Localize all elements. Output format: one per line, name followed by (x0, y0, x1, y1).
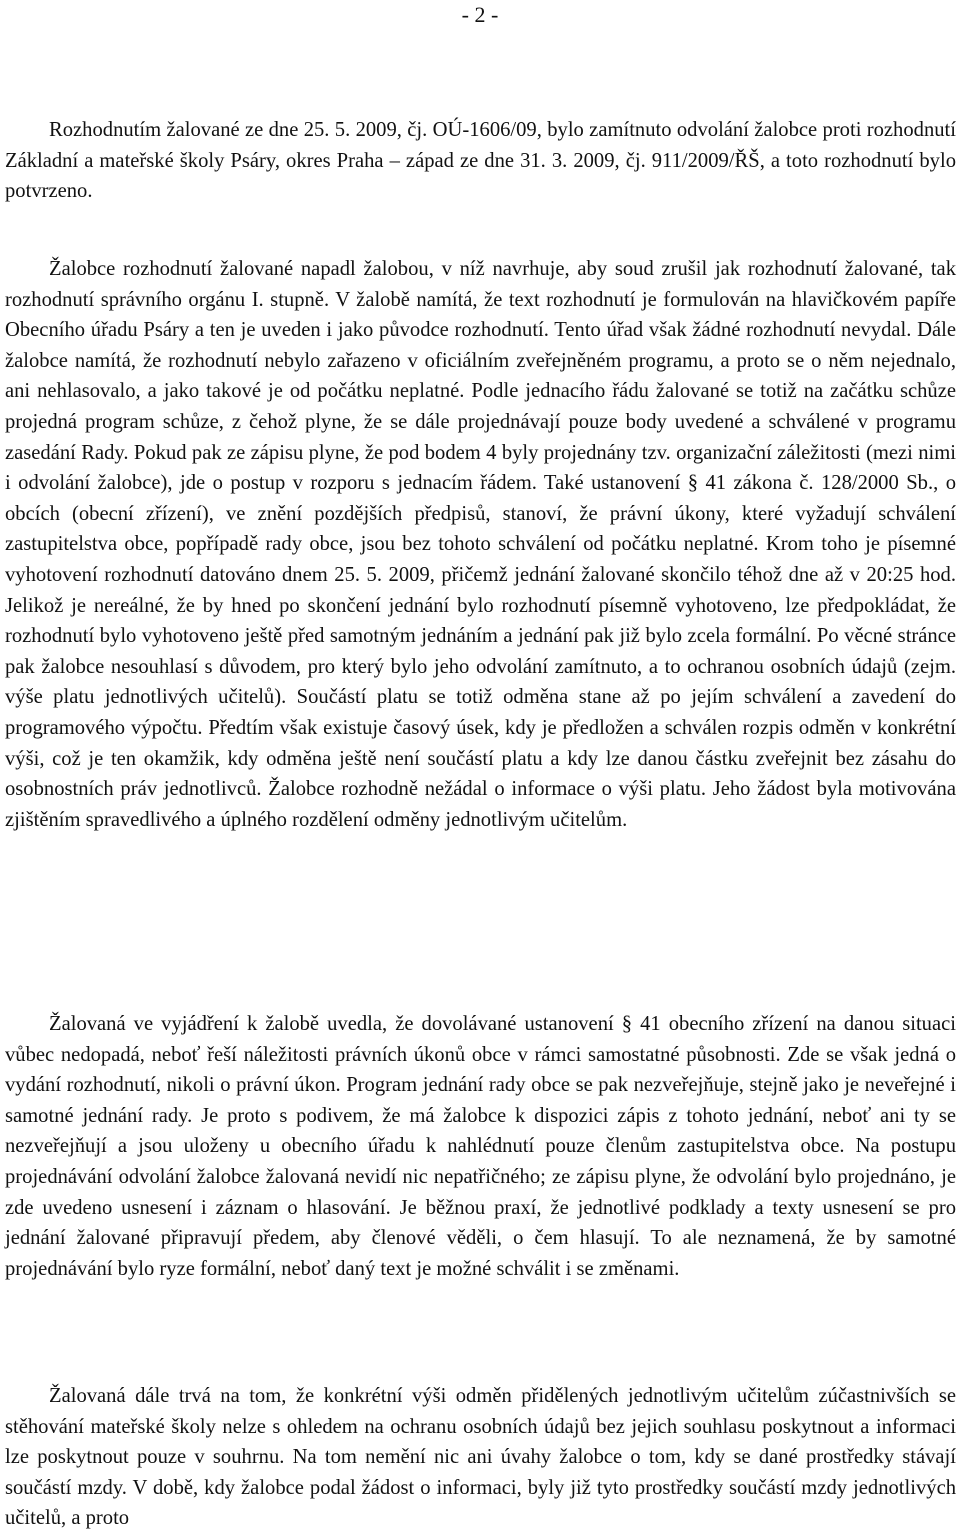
paragraph-defendant-further: Žalovaná dále trvá na tom, že konkrétní výši odměn přidělených jednotlivým učitelům zúčastnivších se stěhování mateřské školy nelze s ohledem na ochranu osobních údajů bez jejich souhlasu poskytnout a informaci lze poskytnout pouze v souhrnu. Na tom nemění nic ani úvahy žalobce o tom, kdy se dané prostředky stávají součástí mzdy. V době, kdy žalobce podal žádost o informaci, byly již tyto prostředky součástí mzdy jednotlivých učitelů, a proto (5, 1385, 956, 1530)
paragraph-complaint: Žalobce rozhodnutí žalované napadl žalobou, v níž navrhuje, aby soud zrušil jak rozhodnutí žalované, tak rozhodnutí správního orgánu I. stupně. V žalobě namítá, že text rozhodnutí je formulován na hlavičkovém papíře Obecního úřadu Psáry a ten je uveden i jako původce rozhodnutí. Tento úřad však žádné rozhodnutí nevydal. Dále žalobce namítá, že rozhodnutí nebylo zařazeno v oficiálním zveřejněném programu, a proto se o něm nejednalo, ani nehlasovalo, a jako takové je od počátku neplatné. Podle jednacího řádu žalované se totiž na začátku schůze projedná program schůze, z čehož plyne, že se dále projednávají pouze body uvedené a schválené v programu zasedání Rady. Pokud pak ze zápisu plyne, že pod bodem 4 byly projednány tzv. organizační záležitosti (mezi nimi i odvolání žalobce), jde o postup v rozporu s jednacím řádem. Také ustanovení § 41 zákona č. 128/2000 Sb., o obcích (obecní zřízení), ve znění pozdějších předpisů, stanoví, že právní úkony, které vyžadují schválení zastupitelstva obce, popřípadě rady obce, jsou bez tohoto schválení od počátku neplatné. Krom toho je písemné vyhotovení rozhodnutí datováno dnem 25. 5. 2009, přičemž jednání žalované skončilo téhož dne až v 20:25 hod. Jelikož je nereálné, že by hned po skončení jednání bylo rozhodnutí písemně vyhotoveno, lze předpokládat, že rozhodnutí bylo vyhotoveno ještě před samotným jednáním a jednání pak již bylo zcela formální. Po věcné stránce pak žalobce nesouhlasí s důvodem, pro který bylo jeho odvolání zamítnuto, a to ochranou osobních údajů (zejm. výše platu jednotlivých učitelů). Součástí platu se totiž odměna stane až po jejím schválení a zavedení do programového výpočtu. Předtím však existuje časový úsek, kdy je předložen a schválen rozpis odměn v konkrétní výši, což je ten okamžik, kdy odměna ještě není součástí platu a kdy lze danou částku zveřejnit bez zásahu do osobnostních práv jednotlivců. Žalobce rozhodně nežádal o informace o výši platu. Jeho žádost byla motivována zjištěním spravedlivého a úplného rozdělení odměny jednotlivým učitelům. (5, 258, 956, 831)
paragraph-decision: Rozhodnutím žalované ze dne 25. 5. 2009, čj. OÚ-1606/09, bylo zamítnuto odvolání žalobce proti rozhodnutí Základní a mateřské školy Psáry, okres Praha – západ ze dne 31. 3. 2009, čj. 911/2009/ŘŠ, a toto rozhodnutí bylo potvrzeno. (5, 119, 956, 203)
paragraph-defendant-response: Žalovaná ve vyjádření k žalobě uvedla, že dovolávané ustanovení § 41 obecního zřízení na danou situaci vůbec nedopadá, neboť řeší náležitosti právních úkonů obce v rámci samostatné působnosti. Zde se však jedná o vydání rozhodnutí, nikoli o právní úkon. Program jednání rady obce se pak nezveřejňuje, stejně jako je neveřejné i samotné jednání rady. Je proto s podivem, že má žalobce k dispozici zápis z tohoto jednání, neboť ani ty se nezveřejňují a jsou uloženy u obecního úřadu k nahlédnutí pouze členům zastupitelstva obce. Na postupu projednávání odvolání žalobce žalovaná nevidí nic nepatřičného; ze zápisu plyne, že odvolání bylo projednáno, je zde uvedeno usnesení i záznam o hlasování. Je běžnou praxí, že jednotlivé podklady a texty usnesení se pro jednání žalované připravují předem, aby členové věděli, o čem hlasují. To ale neznamená, že by samotné projednávání bylo ryze formální, neboť daný text je možné schválit i se změnami. (5, 1013, 956, 1280)
page-number: - 2 - (461, 2, 499, 27)
